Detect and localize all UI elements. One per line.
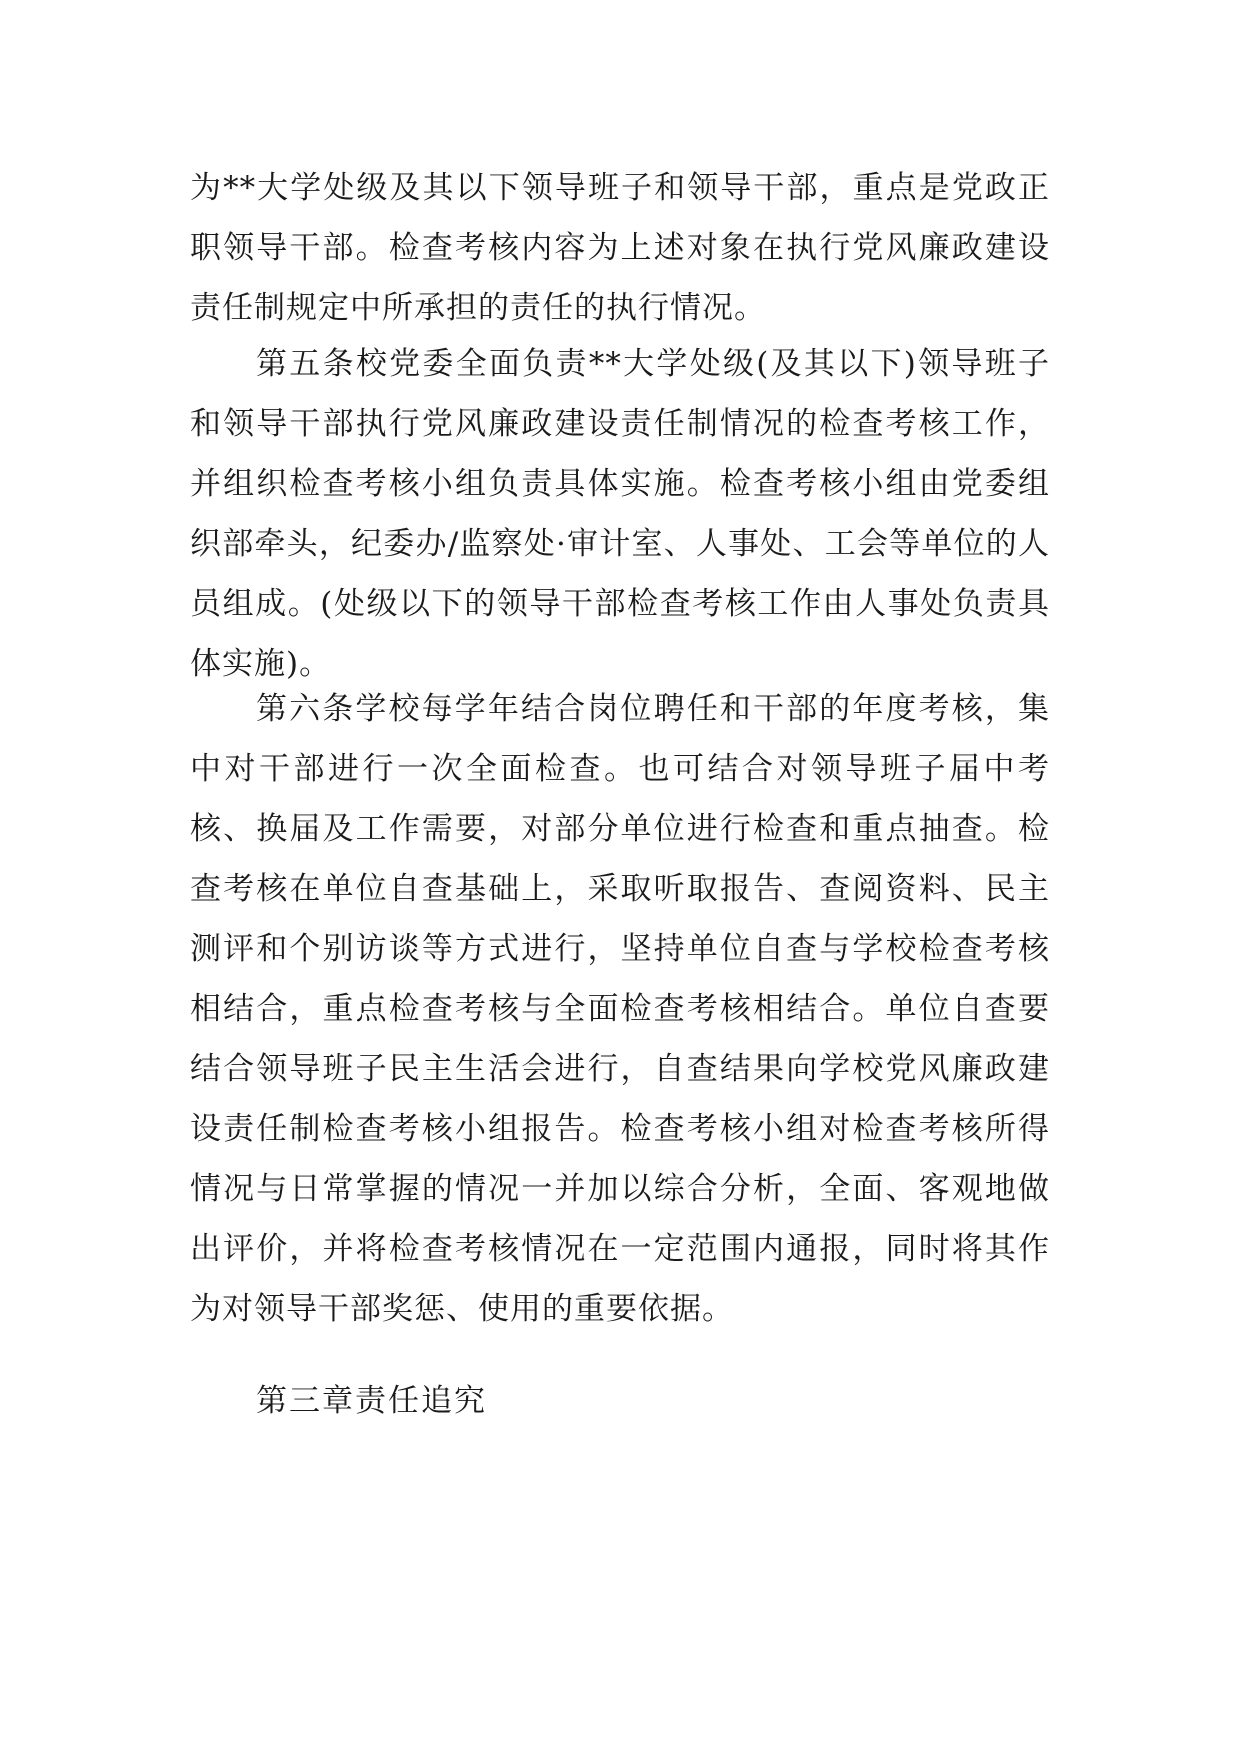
paragraph-text: 第五条校党委全面负责**大学处级(及其以下)领导班子和领导干部执行党风廉政建设责任制情况的检查考核工作，并组织检查考核小组负责具体实施。检查考核小组由党委组织部牵头，纪委办/监察处·审计室、人事处、工会等单位的人员组成。(处级以下的领导干部检查考核工作由人事处负责具体实施)。 [190, 346, 1050, 682]
paragraph-article-6 [190, 679, 1050, 1339]
paragraph-article-5 [190, 334, 1050, 694]
paragraph-continuation [190, 158, 1050, 338]
paragraph-text: 为**大学处级及其以下领导班子和领导干部，重点是党政正职领导干部。检查考核内容为上述对象在执行党风廉政建设责任制规定中所承担的责任的执行情况。 [190, 170, 1050, 326]
chapter-heading: 第三章责任追究 [256, 1383, 487, 1419]
paragraph-text: 第六条学校每学年结合岗位聘任和干部的年度考核，集中对干部进行一次全面检查。也可结合对领导班子届中考核、换届及工作需要，对部分单位进行检查和重点抽查。检查考核在单位自查基础上，采取听取报告、查阅资料、民主测评和个别访谈等方式进行，坚持单位自查与学校检查考核相结合，重点检查考核与全面检查考核相结合。单位自查要结合领导班子民主生活会进行，自查结果向学校党风廉政建设责任制检查考核小组报告。检查考核小组对检查考核所得情况与日常掌握的情况一并加以综合分析，全面、客观地做出评价，并将检查考核情况在一定范围内通报，同时将其作为对领导干部奖惩、使用的重要依据。 [190, 691, 1050, 1327]
